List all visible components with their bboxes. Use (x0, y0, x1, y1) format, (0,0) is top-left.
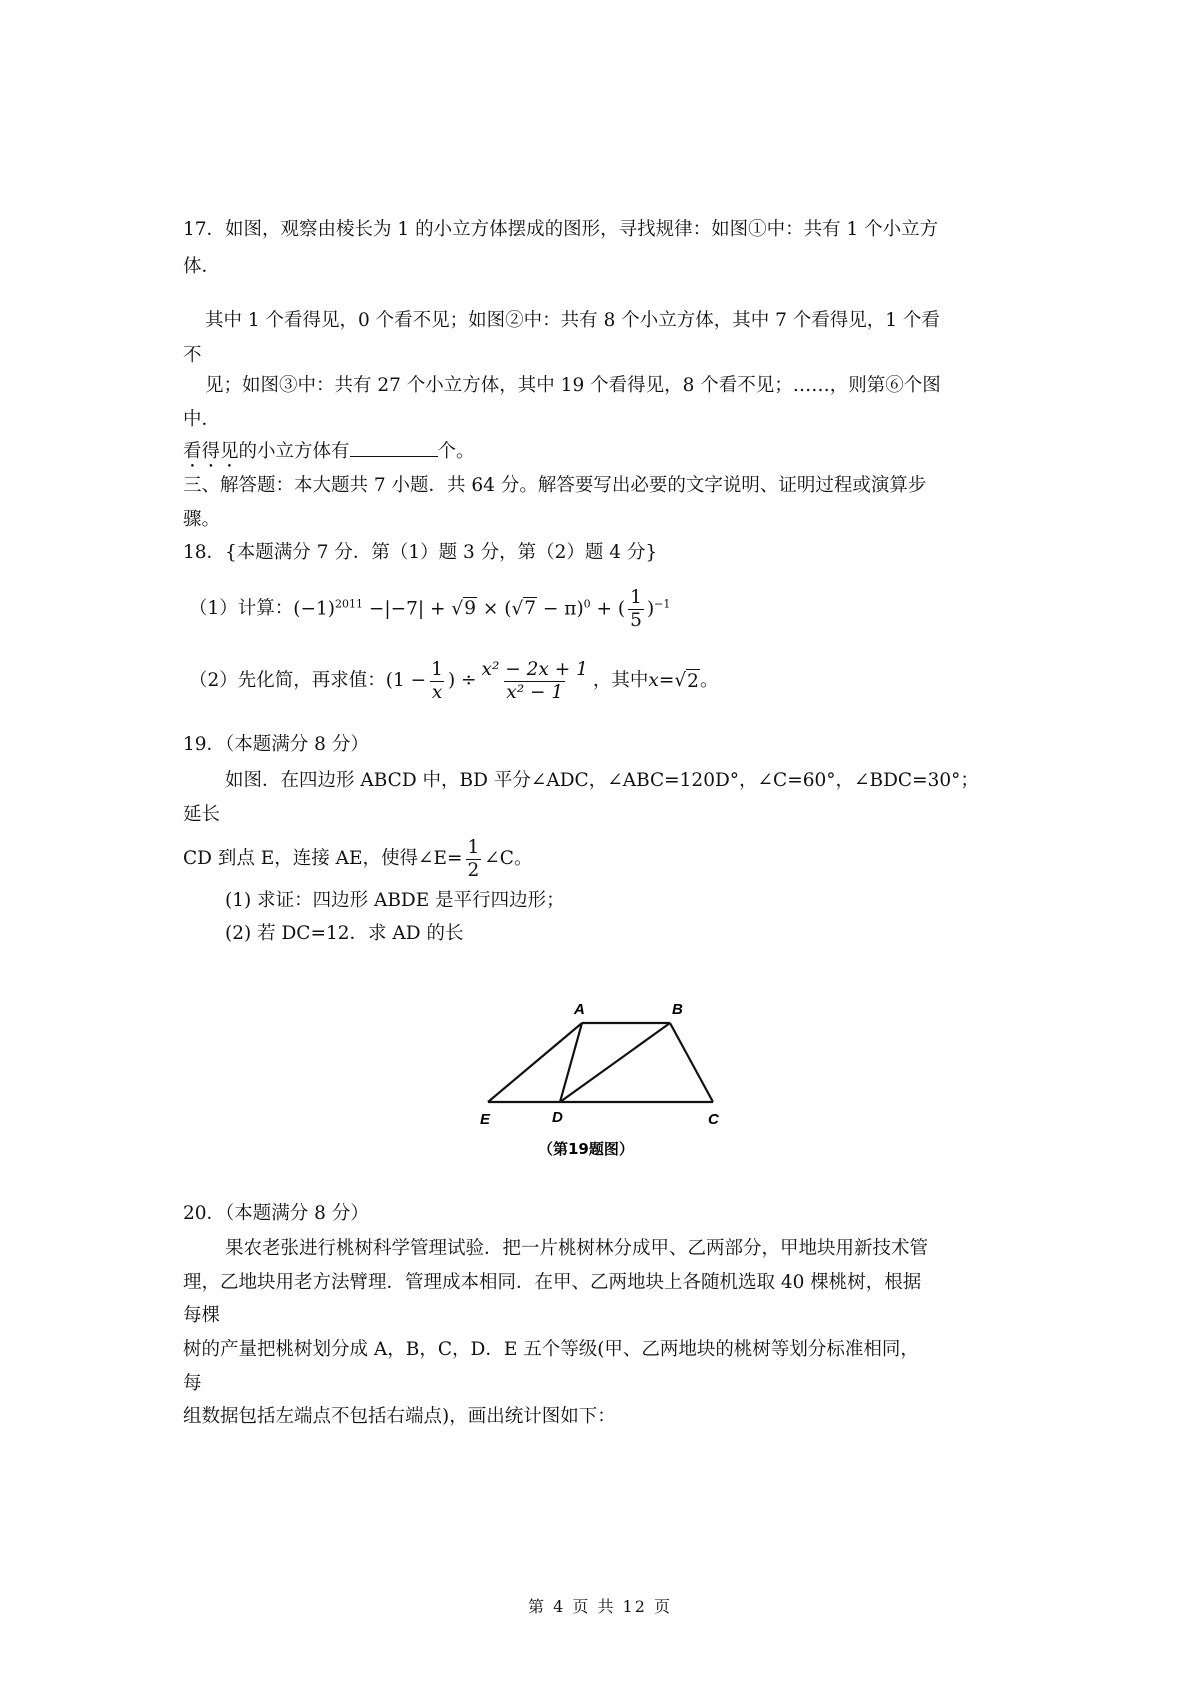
q18-part-1 (189, 582, 670, 636)
q17-line-6: 中． (183, 409, 221, 430)
answer-blank[interactable] (350, 440, 438, 457)
sqrt-radicand: 2 (687, 670, 699, 692)
math-term: − π) (537, 598, 584, 619)
q19-text: CD 到点 E，连接 AE，使得∠E= (183, 848, 463, 869)
fraction-numerator: 1 (630, 586, 642, 608)
math-term: −|−7| + (363, 598, 452, 619)
q20-line-3: 每棵 (183, 1305, 221, 1326)
q19-header: 19．（本题满分 8 分） (183, 734, 369, 755)
vertex-label-E: E (480, 1111, 491, 1128)
q17-line-5: 见；如图③中：共有 27 个小立方体，其中 19 个看得见，8 个看不见；……，则第⑥个图 (205, 375, 941, 396)
q17-line-1: 17．如图，观察由棱长为 1 的小立方体摆成的图形，寻找规律：如图①中：共有 1 个小立方 (183, 219, 939, 240)
q17-line-2: 体． (183, 256, 221, 277)
q17-line-7 (183, 440, 475, 472)
figure-caption: （第19题图） (538, 1140, 634, 1158)
math-term: × ( (476, 598, 512, 619)
vertex-label-D: D (552, 1109, 563, 1126)
q19-line-3 (183, 834, 532, 884)
section3-line-2: 骤。 (183, 509, 221, 530)
math-term: + ( (590, 598, 626, 619)
page-footer: 第 4 页 共 12 页 (528, 1597, 672, 1616)
q19-text: ∠C。 (484, 848, 533, 869)
math-term: ) (646, 598, 655, 619)
segment-EA (488, 1023, 582, 1102)
segment-AD (560, 1023, 582, 1102)
fraction (628, 587, 644, 632)
fraction (466, 837, 482, 882)
vertex-label-A: A (574, 1001, 585, 1018)
fraction-denominator: x² − 1 (506, 681, 564, 703)
fraction-denominator: 5 (630, 609, 642, 631)
sqrt-radicand: 9 (464, 598, 476, 619)
fraction-denominator: 2 (467, 859, 480, 881)
q18-p2-end: 。 (699, 670, 719, 691)
variable: x (648, 670, 659, 691)
q18-p2-label: （2）先化简，再求值： (189, 670, 386, 691)
q20-line-2: 理，乙地块用老方法臂理．管理成本相同．在甲、乙两地块上各随机选取 40 棵桃树，根据 (183, 1272, 922, 1293)
q17-line-4: 不 (183, 345, 202, 366)
math-term: ) ÷ (447, 670, 477, 691)
q19-line-1: 如图．在四边形 ABCD 中，BD 平分∠ADC，∠ABC=120D°，∠C=60°，∠BDC=30°； (225, 770, 979, 791)
fraction-numerator: 1 (467, 836, 480, 858)
vertex-label-B: B (672, 1001, 683, 1018)
q20-line-1: 果农老张进行桃树科学管理试验．把一片桃树林分成甲、乙两部分，甲地块用新技术管 (225, 1238, 929, 1259)
q18-part-2: （2）先化简，再求值： (1 − $\frac{1}{x}$ ) ÷ $\frac{\text{x² − 2x + 1}}{\text{x² − 1}}$ ，其中 x = √ 2 。 (189, 658, 719, 703)
q18-header: 18．{本题满分 7 分．第（1）题 3 分，第（2）题 4 分} (183, 542, 658, 563)
vertex-label-C: C (708, 1111, 719, 1128)
q19-part-1: (1) 求证：四边形 ABDE 是平行四边形； (225, 890, 565, 911)
q20-line-4: 树的产量把桃树划分成 A，B，C，D．E 五个等级(甲、乙两地块的桃树等划分标准相同， (183, 1339, 919, 1360)
fraction-numerator: x² − 2x + 1 (481, 658, 588, 680)
q20-line-5: 每 (183, 1373, 202, 1394)
section3-line-1: 三、解答题：本大题共 7 小题．共 64 分。解答要写出必要的文字说明、证明过程或演算步 (183, 475, 927, 496)
q17-end: 个。 (437, 441, 475, 462)
q18-p2-text: ，其中 (592, 670, 649, 691)
segment-BD (560, 1023, 670, 1102)
q19-line-2: 延长 (183, 804, 221, 825)
q20-line-6: 组数据包括左端点不包括右端点)，画出统计图如下： (183, 1406, 616, 1427)
q17-text: 的小立方体有 (238, 441, 350, 462)
q19-part-2: (2) 若 DC=12．求 AD 的长 (225, 923, 464, 944)
math-term: = (658, 670, 675, 691)
fraction (480, 659, 590, 704)
segment-BC (670, 1023, 713, 1102)
q18-p1-label: （1）计算： (189, 598, 294, 619)
q17-line-3: 其中 1 个看得见，0 个看不见；如图②中：共有 8 个小立方体，其中 7 个看得见，1 个看 (205, 310, 940, 331)
fraction (429, 659, 445, 704)
q19-figure (476, 996, 756, 1166)
fraction-denominator: x (431, 681, 443, 703)
math-term: (−1) (293, 598, 335, 619)
exponent: 0 (583, 596, 591, 610)
exponent: −1 (654, 596, 671, 610)
sqrt-radicand: 7 (524, 598, 537, 619)
q17-emphasis-text: 看得见 (183, 441, 239, 462)
fraction-numerator: 1 (431, 658, 443, 680)
q18-p1-math: $(-1)^{2011} -|-7| + √9 \times (√7 - \pi)^0$ + ( $\frac{1}{5}$ )$^{-1}$ (293, 586, 671, 631)
q20-header: 20．（本题满分 8 分） (183, 1203, 369, 1224)
math-term: (1 − (385, 670, 427, 691)
exponent: 2011 (335, 596, 363, 610)
